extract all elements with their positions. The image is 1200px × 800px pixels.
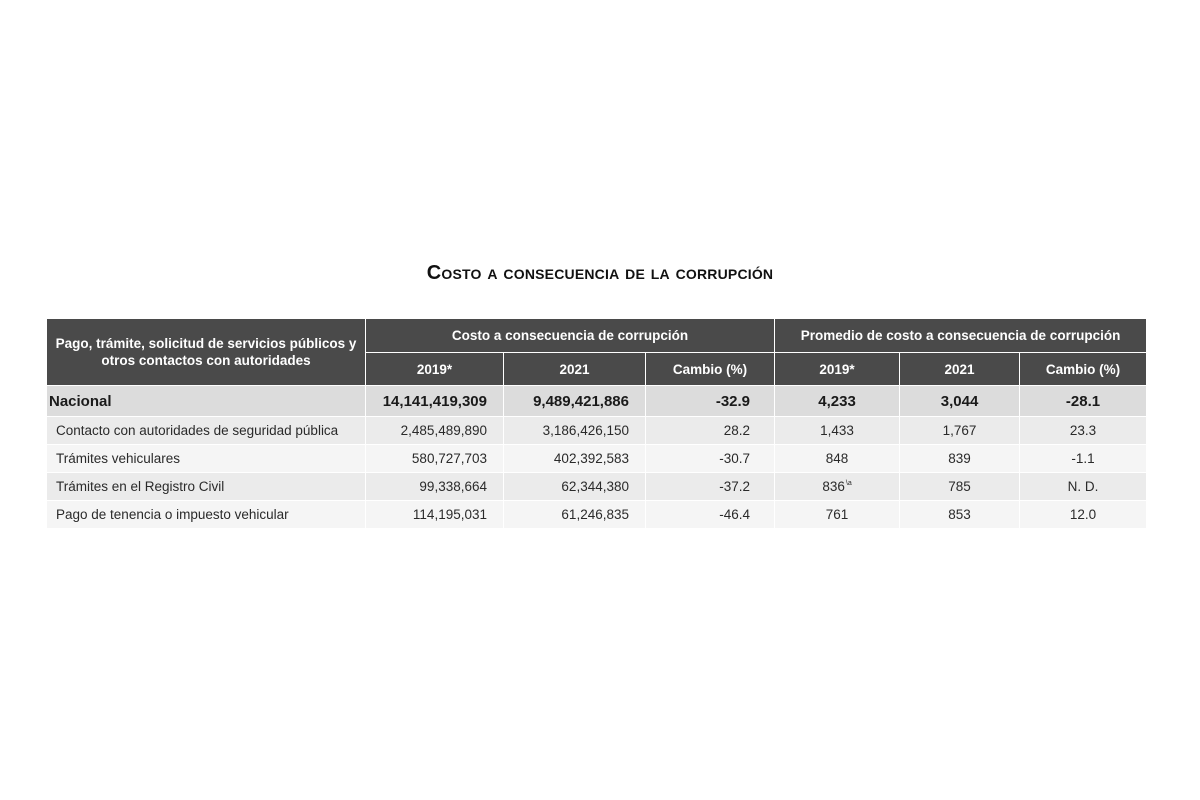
table-cell: 61,246,835 <box>504 501 646 529</box>
group-header-costo: Costo a consecuencia de corrupción <box>366 319 775 353</box>
table-cell: -46.4 <box>646 501 775 529</box>
table-cell: 580,727,703 <box>366 445 504 473</box>
table-cell: -37.2 <box>646 473 775 501</box>
table-cell: 1,433 <box>775 417 900 445</box>
table-cell: 3,186,426,150 <box>504 417 646 445</box>
table-row-nacional <box>47 386 1146 417</box>
table-cell: 99,338,664 <box>366 473 504 501</box>
column-header: Cambio (%) <box>1020 353 1146 386</box>
title-rest: osto a consecuencia de la corrupción <box>441 262 774 284</box>
table-cell: 1,767 <box>900 417 1020 445</box>
corruption-cost-table <box>47 319 1146 529</box>
row-label: Trámites en el Registro Civil <box>47 473 366 501</box>
footnote-marker: \a <box>845 480 852 487</box>
page-title <box>0 262 1200 285</box>
table-cell: 4,233 <box>775 386 900 417</box>
table-cell: 23.3 <box>1020 417 1146 445</box>
table-cell: -1.1 <box>1020 445 1146 473</box>
table-cell: 785 <box>900 473 1020 501</box>
cell-value: 836 <box>822 479 845 494</box>
table-cell: 2,485,489,890 <box>366 417 504 445</box>
column-header: 2021 <box>504 353 646 386</box>
table-cell: -28.1 <box>1020 386 1146 417</box>
table-cell: -30.7 <box>646 445 775 473</box>
table-row <box>47 473 1146 501</box>
table-row <box>47 501 1146 529</box>
table-cell: 9,489,421,886 <box>504 386 646 417</box>
column-header: 2021 <box>900 353 1020 386</box>
corner-header: Pago, trámite, solicitud de servicios públicos y otros contactos con autoridades <box>47 319 366 386</box>
table-cell: 853 <box>900 501 1020 529</box>
table-cell: 12.0 <box>1020 501 1146 529</box>
row-label: Pago de tenencia o impuesto vehicular <box>47 501 366 529</box>
column-header: 2019* <box>775 353 900 386</box>
table-cell: -32.9 <box>646 386 775 417</box>
title-first-letter: C <box>426 262 442 284</box>
table-cell: 848 <box>775 445 900 473</box>
table-row <box>47 445 1146 473</box>
table-cell: 839 <box>900 445 1020 473</box>
row-label: Trámites vehiculares <box>47 445 366 473</box>
table-cell: 114,195,031 <box>366 501 504 529</box>
table-cell: 3,044 <box>900 386 1020 417</box>
column-header: 2019* <box>366 353 504 386</box>
table-cell: 402,392,583 <box>504 445 646 473</box>
header-row-groups <box>47 319 1146 353</box>
group-header-promedio: Promedio de costo a consecuencia de corrupción <box>775 319 1146 353</box>
table-row <box>47 417 1146 445</box>
row-label: Nacional <box>47 386 366 417</box>
column-header: Cambio (%) <box>646 353 775 386</box>
table-cell: N. D. <box>1020 473 1146 501</box>
table-cell: 761 <box>775 501 900 529</box>
table-cell: 28.2 <box>646 417 775 445</box>
table-cell: 62,344,380 <box>504 473 646 501</box>
table-cell: 14,141,419,309 <box>366 386 504 417</box>
table-cell <box>775 473 900 501</box>
row-label: Contacto con autoridades de seguridad pública <box>47 417 366 445</box>
